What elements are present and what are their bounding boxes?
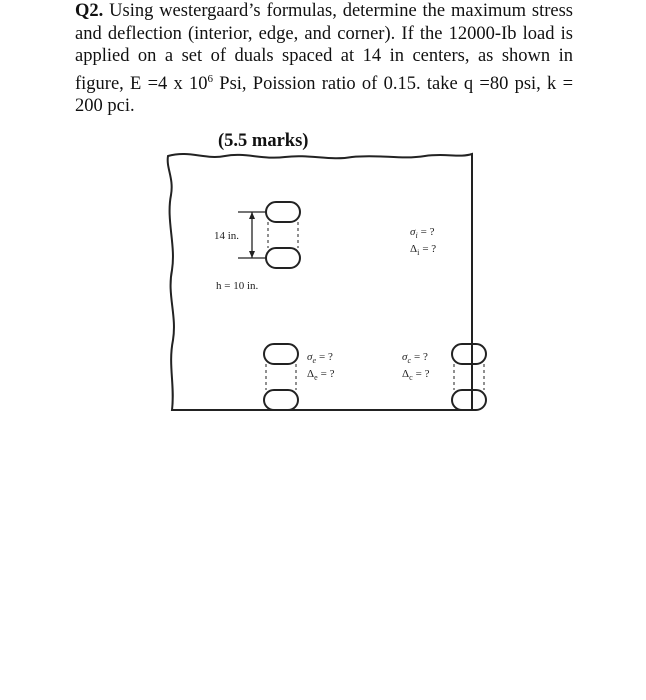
tire-top xyxy=(264,344,298,364)
svg-text:Δe= ? xyxy=(307,368,335,382)
svg-text:Δi= ? xyxy=(410,243,436,257)
svg-text:σc= ? xyxy=(402,351,428,365)
question-number: Q2. xyxy=(75,1,104,21)
interior-deflection-subscript: i xyxy=(417,248,420,257)
interior-labels xyxy=(410,226,436,257)
question-body-2: Psi, Poission ratio of 0.15. take q =80 psi, k = 200 pci. xyxy=(75,73,573,117)
corner-labels xyxy=(402,351,430,382)
interior-stress-symbol: σ xyxy=(410,226,416,238)
edge-stress-value: = ? xyxy=(319,351,333,363)
thickness-label: h = 10 in. xyxy=(216,280,259,292)
svg-text:σi= ? xyxy=(410,226,435,240)
exponent: 6 xyxy=(207,72,214,85)
edge-deflection-value: = ? xyxy=(320,368,335,380)
edge-dual-tires xyxy=(264,344,298,410)
interior-dual-tires xyxy=(266,202,300,268)
interior-deflection-symbol: Δ xyxy=(410,243,418,255)
corner-deflection-subscript: c xyxy=(409,373,413,382)
spacing-label: 14 in. xyxy=(214,230,240,242)
tire-top xyxy=(452,344,486,364)
marks-label: (5.5 marks) xyxy=(218,131,309,151)
edge-stress-subscript: e xyxy=(312,356,316,365)
edge-deflection-symbol: Δ xyxy=(307,368,315,380)
corner-stress-subscript: c xyxy=(407,356,411,365)
corner-stress-symbol: σ xyxy=(402,351,408,363)
tire-bottom xyxy=(266,248,300,268)
tire-bottom xyxy=(264,390,298,410)
edge-labels xyxy=(307,351,335,382)
svg-text:σe= ? xyxy=(307,351,333,365)
edge-stress-symbol: σ xyxy=(307,351,313,363)
interior-stress-subscript: i xyxy=(415,231,418,240)
interior-stress-value: = ? xyxy=(420,226,435,238)
spacing-dimension xyxy=(214,212,266,258)
corner-deflection-value: = ? xyxy=(415,368,430,380)
question-body-1: Using westergaard’s formulas, determine the maximum stress and deflection (interior, edge, and corner). If the 12000-Ib load is applied on a set of duals spaced at 14 in centers, as shown in figure, E =4 x 10 xyxy=(75,1,573,94)
corner-deflection-symbol: Δ xyxy=(402,368,410,380)
interior-deflection-value: = ? xyxy=(422,243,437,255)
corner-dual-tires xyxy=(452,344,486,410)
svg-text:Δc= ? xyxy=(402,368,430,382)
tire-top xyxy=(266,202,300,222)
corner-stress-value: = ? xyxy=(414,351,428,363)
edge-deflection-subscript: e xyxy=(314,373,318,382)
tire-bottom xyxy=(452,390,486,410)
